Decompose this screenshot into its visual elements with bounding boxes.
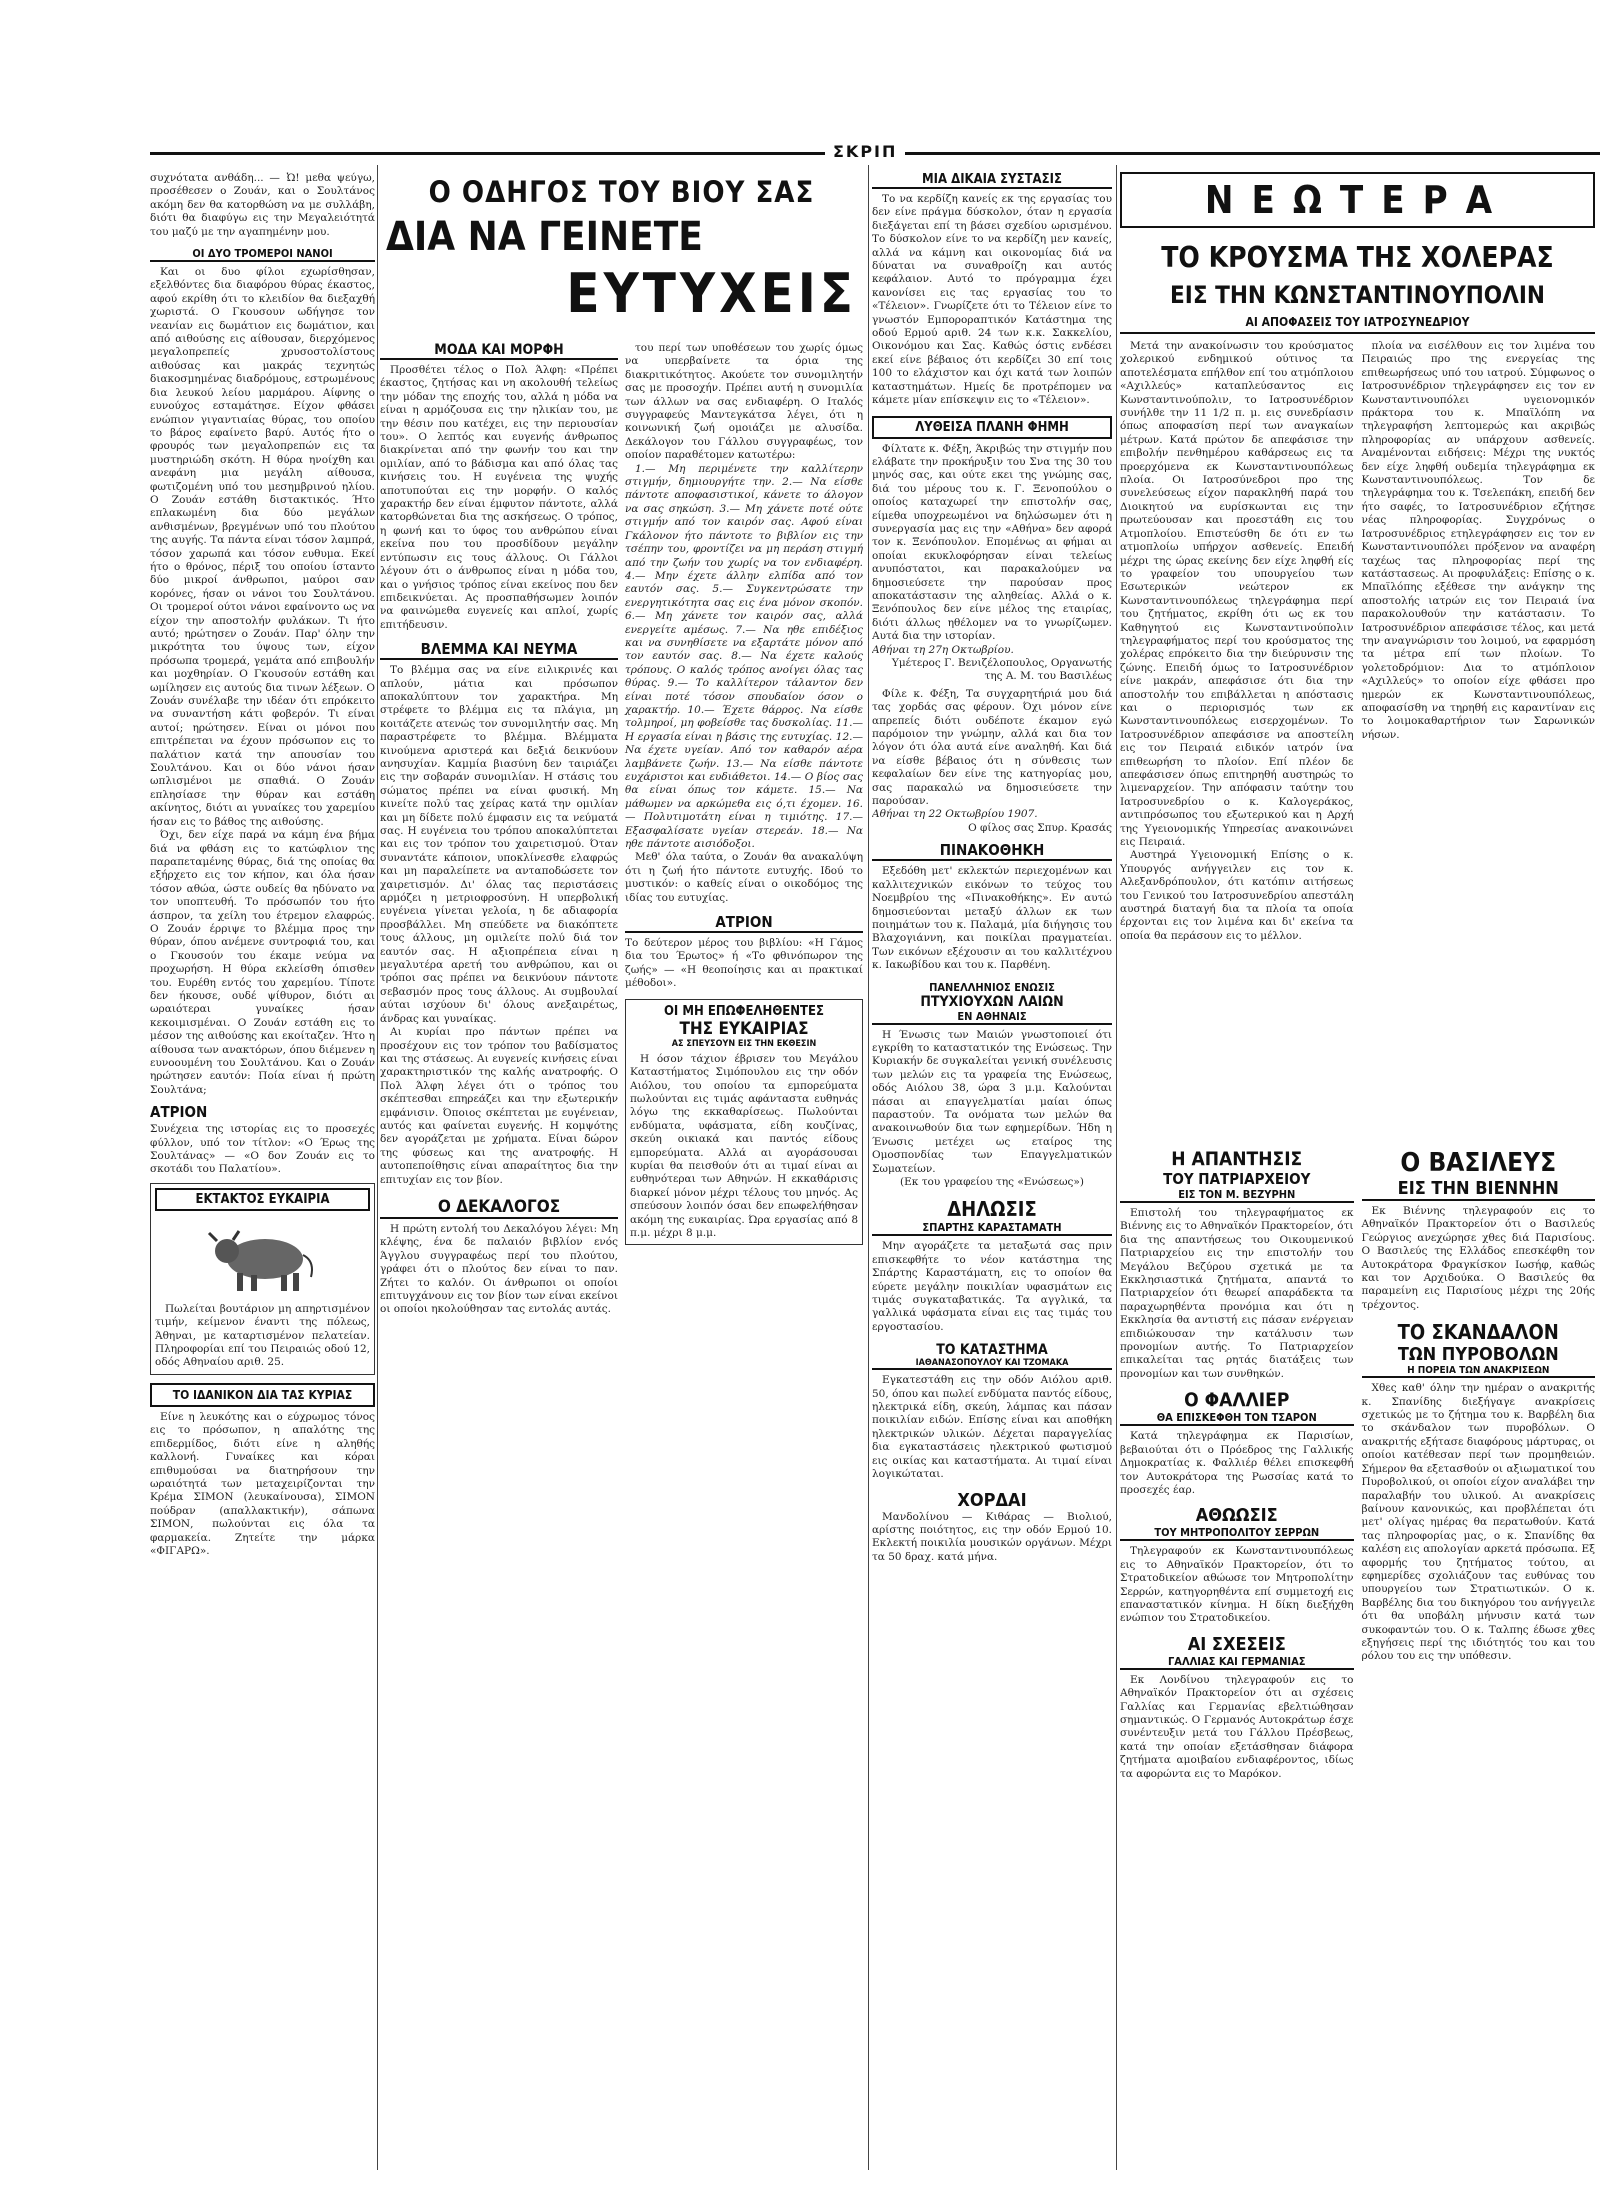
column-3 xyxy=(872,172,1112,2172)
atrion-heading-2: ΑΤΡΙΟΝ xyxy=(625,913,863,933)
serial-intro-text: συχνότατα ανθάδη... — Ὦ! μεθα ψεύγω, προσέθεσεν ο Ζουάν, και ο Σουλτάνος ακόμη δεν θα κατορθώση να με συλλάβη, διότι θα διαφύγω εις την Μεγαλειότητά του μαζύ με την αγαπημένην μου. xyxy=(150,172,375,238)
strings-text: Μανδολίνου — Κιθάρας — Βιολιού, αρίστης ποιότητος, εις την οδόν Ερμού 10. Εκλεκτή ποικιλία μουσικών οργάνων. Μέχρι τα 50 δραχ. κατά μήνα. xyxy=(872,1510,1112,1563)
king-title-1: Ο ΒΑΣΙΛΕΥΣ xyxy=(1400,1148,1557,1178)
guide-closing-text: Μεθ' όλα ταύτα, ο Ζουάν θα ανακαλύψη ότι η ζωή ήτο πάντοτε ευτυχής. Ιδού το μυστικόν: ο καθείς είναι ο οικοδόμος της ιδίας του ευτυχίας. xyxy=(625,851,863,904)
letter-signature: Υμέτερος Γ. Βενιζέλοπουλος, Οργανωτής της Α. Μ. του Βασιλέως xyxy=(891,657,1112,683)
cholera-left-column xyxy=(1120,340,1354,1140)
news-lower-right xyxy=(1362,1148,1596,1781)
cholera-subtitle: ΑΙ ΑΠΟΦΑΣΕΙΣ ΤΟΥ ΙΑΤΡΟΣΥΝΕΔΡΙΟΥ xyxy=(1120,312,1595,334)
opportunity-subtitle: ΑΣ ΣΠΕΥΣΟΥΝ ΕΙΣ ΤΗΝ ΕΚΘΕΣΙΝ xyxy=(671,1038,817,1049)
guide-body xyxy=(380,342,863,2172)
atrion-text: Συνέχεια της ιστορίας εις το προσεχές φύλλον, υπό τον τίτλον: «Ο Έρως της Σουλτάνας» — «Ο δον Ζουάν εις το σκοτάδι του Παλατίου». xyxy=(150,1123,375,1176)
relations-title-2: ΓΑΛΛΙΑΣ ΚΑΙ ΓΕΡΜΑΝΙΑΣ xyxy=(1120,1655,1354,1670)
perfume-text: Είνε η λευκότης και ο εύχρωμος τόνος εις το πρόσωπον, η απαλότης της επιδερμίδος, διότι είνε η αληθής καλλονή. Γυναίκες και κόραι επιθυμούσαι να διατηρήσουν την ωραιότητά των μεταχειρίζονται την Κρέμα ΣΙΜΟΝ (λευκαίνουσα), ΣΙΜΟΝ πούδραν (απαλλακτικήν), σάπωνα ΣΙΜΟΝ, πωλούνται εις όλα τα φαρμακεία. Ζητείτε την μάρκα «ΦΙΓΑΡΩ». xyxy=(150,1410,375,1557)
patriarchate-text: Επιστολή του τηλεγραφήματος εκ Βιέννης εις το Αθηναϊκόν Πρακτορείον, ότι δια της απαντήσεως του Οικουμενικού Πατριαρχείου εις την επιστολήν του Μεγάλου Βεζύρου σχετικά με τα Εκκλησιαστικά ζητήματα, απαντά το Πατριαρχείον ότι θεωρεί απαράδεκτα τα παραχωρηθέντα προνόμια και ότι η Εκκλησία θα αντιστή εις πάσαν ενέργειαν επιδιώκουσαν την κατάλυσιν των προνομίων αυτής. Το Πατριαρχείον επικαλείται τας ρητάς διατάξεις των προνομίων και των συνθηκών. xyxy=(1120,1207,1354,1380)
union-title-2: ΠΤΥΧΙΟΥΧΩΝ ΛΑΙΩΝ xyxy=(920,993,1064,1010)
scandal-subtitle: Η ΠΟΡΕΙΑ ΤΩΝ ΑΝΑΚΡΙΣΕΩΝ xyxy=(1362,1365,1596,1378)
opportunity-title-1: ΟΙ ΜΗ ΕΠΩΦΕΛΗΘΕΝΤΕΣ xyxy=(663,1003,825,1019)
shop-title-2: ΙΑΘΑΝΑΣΟΠΟΥΛΟΥ ΚΑΙ ΤΖΟΜΑΚΑ xyxy=(872,1358,1112,1370)
faller-text: Κατά τηλεγράφημα εκ Παρισίων, βεβαιούται ότι ο Πρόεδρος της Γαλλικής Δημοκρατίας κ. Φαλλιέρ θέλει επισκεφθή τον Αυτοκράτορα της Ρωσσίας κατά το προσεχές έαρ. xyxy=(1120,1430,1354,1496)
relations-text: Εκ Λονδίνου τηλεγραφούν εις το Αθηναϊκόν Πρακτορείον ότι αι σχέσεις Γαλλίας και Γερμανίας εβελτιώθησαν σημαντικώς. Ο Γερμανός Αυτοκράτωρ έσχε συνέντευξιν μετά του Γάλλου Πρέσβεως, κατά την οποίαν εξετάσθησαν διάφορα ζητήματα αμοιβαίου ενδιαφέροντος, ιδίως τα αφορώντα εις το Μαρόκον. xyxy=(1120,1673,1354,1780)
guide-title-line3: ΕΥΤΥΧΕΙΣ xyxy=(566,262,857,325)
column-2 xyxy=(380,172,863,2172)
shop-title-1: ΤΟ ΚΑΤΑΣΤΗΜΑ xyxy=(936,1342,1048,1359)
news-lower-left xyxy=(1120,1148,1354,1781)
commandments-list: 1.— Μη περιμένετε την καλλίτερην στιγμήν, δημιουργήτε την. 2.— Να είσθε πάντοτε αποφασιστικοί, κάνετε το άλογον να σας σηκώση. 3.— Μη χάνετε ποτέ ούτε στιγμήν από τον καιρόν σας. Αφού είναι Γκάλονον ήτο πάντοτε το βιβλίον εις την τσέπην του, φροντίζει να μη περάση στιγμή από την ζωήν του χωρίς να τον ενδιαφέρη. 4.— Μην έχετε άλλην ελπίδα από τον εαυτόν σας. 5.— Συγκεντρώσατε την ενεργητικότητα σας εις ένα μόνον σκοπόν. 6.— Μη χάνετε τον καιρόν σας, αλλά ενεργείτε αμέσως. 7.— Να ηθε επιδέξιος και να συνηθίσετε να εξαρτάτε μόνον από τον εαυτόν σας. 8.— Να έχετε καλούς τρόπους. Ο καλός τρόπος ανοίγει όλας τας θύρας. 9.— Το καλλίτερον τάλαντον δεν είναι ποτέ τόσον σπουδαίον όσον ο χαρακτήρ. 10.— Έχετε θάρρος. Να είσθε τολμηροί, μη φοβείσθε τας δυσκολίας. 11.— Η εργασία είναι η βάσις της ευτυχίας. 12.— Να έχετε υγείαν. Από τον καθαρόν αέρα λαμβάνετε ζωήν. 13.— Να είσθε πάντοτε ευχάριστοι και ευδιάθετοι. 14.— Ο βίος σας θα είναι όπως τον κάμετε. 15.— Να μάθωμεν να αρκώμεθα εις ό,τι έχομεν. 16.— Πολυτιμοτάτη είναι η τιμιότης. 17.— Εξασφαλίσατε υγείαν στερεάν. 18.— Να ηθε πάντοτε αισιόδοξοι. xyxy=(625,462,863,851)
latest-news-banner: ΝΕΩΤΕΡΑ xyxy=(1120,172,1595,228)
cholera-title-2: ΕΙΣ ΤΗΝ ΚΩΝΣΤΑΝΤΙΝΟΥΠΟΛΙΝ xyxy=(1170,281,1545,309)
faller-title-2: ΘΑ ΕΠΙΣΚΕΦΘΗ ΤΟΝ ΤΣΑΡΟΝ xyxy=(1120,1411,1354,1426)
dwarfs-heading: ΟΙ ΔΥΟ ΤΡΟΜΕΡΟΙ ΝΑΝΟΙ xyxy=(150,247,375,262)
cholera-right-column xyxy=(1362,340,1596,1140)
acquittal-title-1: ΑΘΩΩΣΙΣ xyxy=(1195,1505,1278,1527)
acquittal-text: Τηλεγραφούν εκ Κωνσταντινουπόλεως εις το Αθηναϊκόν Πρακτορείον, ότι το Στρατοδικείον αθώωσε τον Μητροπολίτην Σερρών, κατηγορηθέντα επί συμμετοχή εις επαναστατικόν κίνημα. Η δίκη διεξήχθη ενώπιον του Στρατοδικείου. xyxy=(1120,1545,1354,1625)
column-rule xyxy=(377,165,378,2170)
declaration-title-1: ΔΗΛΩΣΙΣ xyxy=(947,1197,1037,1222)
fashion-text: Προσθέτει τέλος ο Πολ Άλφη: «Πρέπει έκαστος, ζητήσας και νη ακολουθή τελείως την μόδαν της εποχής του, αλλά η μόδα να είναι η αρμόζουσα εις την ηλικίαν του, με την θέσιν που κατέχει, εις την περιουσίαν του». Ο λεπτός και ευγενής άνθρωπος διακρίνεται από την φωνήν του και την ομιλίαν, από το βάδισμα και από όλας τας κινήσεις του. Η ευγένεια της ψυχής αποτυπούται εις την μορφήν. Ο καλός χαρακτήρ δεν είναι έμφυτον πάντοτε, αλλά κατορθώνεται δια της ασκήσεως. Ο τρόπος, η φωνή και το ύφος του ανθρώπου είναι εκείνα που του προσδίδουν μεγάλην εντύπωσιν εις τους άλλους. Οι Γάλλοι λέγουν ότι ο άνθρωπος είναι η μόδα του, και ο γνήσιος τρόπος είναι εκείνος που δεν επιδεικνύεται. Ας προσπαθήσωμεν λοιπόν να φαινώμεθα ευγενείς και απλοί, χωρίς επιτήδευσιν. xyxy=(380,364,618,631)
union-title-1: ΠΑΝΕΛΛΗΝΙΟΣ ΕΝΩΣΙΣ xyxy=(929,980,1055,994)
cholera-left-text: Μετά την ανακοίνωσιν του κρούσματος χολερικού ενδημικού ούτινος τα αποτελέσματα επήλθον επί του ατμόπλοιου «Αχιλλεύς» καταπλεύσαντος εις Κωνσταντινούπολιν, το Ιατροσυνέδριον συνήλθε την 11 1/2 π. μ. εις συνεδρίασιν όπως αποφασίση περί των αναγκαίων μέτρων. Κατά πρώτον δε απεφάσισε την επιβολήν πενθημέρου καθάρσεως εις τα προερχόμενα εκ Κωνσταντινουπόλεως πλοία. Οι Ιατροσύνεδροι προ της συνελεύσεως είχον παρακληθή παρά του Διοικητού να ευρίσκωνται εις την πρωτεύουσαν και προεστάθη εις του Ατμοπλοίου. Επιστεύσθη δε ότι εν τω ατμοπλοίω υπήρχον ασθενείς. Επειδή μέχρι της ώρας εκείνης δεν είχε ληφθή είς το γραφείον του υπουργείου των Εσωτερικών νεώτερον εκ Κωνσταντινουπόλεως τηλεγράφημα περί του ζητήματος, εκρίθη ότι ως εκ του Καθηγητού εις Κωνσταντινούπολιν τηλεγραφήματος περί του κρούσματος της χολέρας επρόκειτο δια την διεύρυνσιν της ζώνης. Επειδή όμως το Ιατροσυνέδριον είνε μακράν, απεφάσισε ότι δια την αποστολήν του επιβάλλεται η απόστασις και ο περιορισμός των εκ Κωνσταντινουπόλεως εισερχομένων. Το Ιατροσυνέδριον απεφάσισε να αποστείλη εις τον Πειραιά ειδικόν ιατρόν ίνα επιθεωρήση το πλοίον. Επί πλέον δε απεφάσισεν όπως επιτηρηθή αυστηρώς το λιμεναρχείον. Την απόφασιν ταύτην του Ιατροσυνεδρίου ο κ. Καλογεράκος, αντιπρόσωπος του εξωτερικού και η Αρχή της Υγειονομικής Υπηρεσίας ανακοινώνει εις Πειραιά. xyxy=(1120,340,1354,849)
scandal-title-2: ΤΩΝ ΠΥΡΟΒΟΛΩΝ xyxy=(1397,1344,1559,1366)
decalogue-text: Η πρώτη εντολή του Δεκαλόγου λέγει: Μη κλέψης, ένα δε παλαιόν βιβλίον ενός Άγγλου συγγραφέως περί του πλούτου, γράφει ότι ο πλούτος δεν είναι το παν. Ζήτει το καλόν. Οι άνθρωποι οι οποίοι επιτυγχάνουν εις τον βίον των είναι εκείνοι οι οποίοι ηκολούθησαν τας εντολάς αυτάς. xyxy=(380,1222,618,1316)
sale-heading: ΕΚΤΑΚΤΟΣ ΕΥΚΑΙΡΙΑ xyxy=(155,1188,370,1211)
cholera-left-text-2: Αυστηρά Υγειονομική Επίσης ο κ. Υπουργός ανήγγειλεν εις τον κ. Αλεξανδρόπουλον, ότι κατόπιν αιτήσεως του Γενικού του Ιατροσυνεδρίου απεστάλη αυστηρά διαταγή δια τα πλοία τα οποία έρχονται εις τον λιμένα και δι' εκείνα τα οποία θα περάσουν εις το μέλλον. xyxy=(1120,849,1354,942)
acquittal-title-2: ΤΟΥ ΜΗΤΡΟΠΟΛΙΤΟΥ ΣΕΡΡΩΝ xyxy=(1120,1526,1354,1541)
scandal-text: Χθες καθ' όλην την ημέραν ο ανακριτής κ. Σπανίδης διεξήγαγε ανακρίσεις σχετικώς με το ζήτημα του κ. Βαρβέλη δια το σκάνδαλον των πυροβόλων. Ο ανακριτής εξήτασε διαφόρους μάρτυρας, οι οποίοι κατέθεσαν περί των προμηθειών. Σήμερον θα εξετασθούν οι αξιωματικοί του Πυροβολικού, οι οποίοι είχον αναλάβει την παραλαβήν του υλικού. Αι ανακρίσεις βαίνουν κανονικώς, και προβλέπεται ότι μετ' ολίγας ημέρας θα περατωθούν. Κατά τας πληροφορίας μας, ο κ. Σπανίδης θα καλέση εις απολογίαν αρκετά πρόσωπα. Εξ αφορμής του ζητήματος τούτου, αι εφημερίδες σχολιάζουν τας ευθύνας του υπουργείου των Στρατιωτικών. Ο κ. Βαρβέλης δια του δικηγόρου του ανήγγειλε ότι θα υποβάλη μήνυσιν κατά των συκοφαντών του. Ο κ. Ταλπης έδωσε χθες εξηγήσεις περί της ιδιότητός του και του ρόλου του εις την υπόθεσιν. xyxy=(1361,1382,1595,1663)
king-text: Εκ Βιέννης τηλεγραφούν εις το Αθηναϊκόν Πρακτορείον ότι ο Βασιλεύς Γεώργιος ανεχώρησε χθες διά Παρισίους. Ο Βασιλεύς της Ελλάδος επεσκέφθη τον Αυτοκράτορα Φραγκίσκον Ιωσήφ, καθώς και τον Αρχιδούκα. Ο Βασιλεύς θα παραμείνη εις Παρισίους μέχρι της 20ής τρέχοντος. xyxy=(1361,1205,1595,1311)
guide-headline xyxy=(380,172,863,342)
guide-right-text: του περί των υποθέσεων του χωρίς όμως να υπερβαίνετε τα όρια της διακριτικότητος. Ακούετε τον συνομιλητήν σας με προσοχήν. Πρέπει αυτή η συνομιλία των άλλων να σας ενδιαφέρη. Ο Ιταλός συγγραφεύς Μαντεγκάτσα λέγει, ότι η κοινωνική ζωή ομοιάζει με αλυσίδα. Δεκάλογον του Γάλλου συγγραφέως, τον οποίον παραθέτομεν κατωτέρω: xyxy=(625,342,863,462)
dwarfs-text: Και οι δυο φίλοι εχωρίσθησαν, εξελθόντες δια διαφόρου θύρας έκαστος, αφού εκρίθη ότι το κλειδίον θα διεξαχθή χωριστά. Ο Γκουσουν ωδήγησε τον νεανίαν εις δωμάτιον εις δωμάτιον, και από αιθούσης εις αίθουσαν, διερχόμενος μεγαλοπρεπείς χρυσοστολίστους αιθούσας και μακράς τεχνητώς διακοσμημένας διαδρόμους, εστρωμένους δια λευκού λείου μαρμάρου. Αίφνης ο ευνούχος εσταμάτησε. Είχον φθάσει ενώπιον γιγαντιαίας θύρας, του οποίου το βάρος εφαίνετο βαρύ. Αυτός ήτο ο φρουρός των μεγαλοπρεπών εις τα μυστηριώδη σκότη. Η θύρα ηνοίχθη και ανεφάνη μια μεγάλη αίθουσα, φωτιζομένη υπό του μεσημβρινού ηλίου. Ο Ζουάν εστάθη διστακτικός. Ήτο επλακωμένη δια δύο μεγάλων ανθισμένων, βρεγμένων υπό του πλούτου της αυγής. Τα πάντα είναι τόσον λαμπρά, τόσον χαρωπά και τόσον ευθυμα. Εκεί ήτο ο θρόνος, πέριξ του οποίου ίσταντο δύο μικροί άνθρωποι, μαύροι σαν κορόνες, ήσαν οι νάνοι του Σουλτάνου. Οι τρομεροί ούτοι νάνοι εφαίνοντο ως να είχον την αποστολήν φυλάκων. Τι ήτο αυτό; ηρώτησεν ο Ζουάν. Παρ' όλην την μικρότητα του ύψους των, είχον πρόσωπα τρομερά, γεμάτα από επιβουλήν και μοχθηρίαν. Ο Γκουσούν εστάθη και ωμίλησεν εις αυτούς δια τινων λέξεων. Ο Ζουάν συνέλαβε την ιδέαν ότι επρόκειτο να συναντήση κάτι φοβερόν. Τι είναι αυτοί; ηρώτησεν. Είναι οι μόνοι που επιτρέπεται να έχουν πρόσωπον εις το παλάτιον κατά την απουσίαν του Σουλτάνου. Και οι δύο νάνοι ήσαν ωπλισμένοι με σπαθιά. Ο Ζουάν επλησίασε την θύραν και εστάθη ακίνητος, διότι αι γυναίκες του χαρεμίου ήσαν εις το βάθος της αιθούσης. xyxy=(150,266,375,828)
cholera-right-text: πλοία να εισέλθουν εις τον λιμένα του Πειραιώς προ της ενεργείας της επιθεωρήσεως υπό του ιατρού. Σύμφωνος ο Ιατροσυνέδριον τηλεγράφησεν εις τον εν Κωνσταντινουπόλει υγειονομικόν πράκτορα του κ. Μπαϊλόπη να τηλεγραφήση λεπτομερώς και ακριβώς πληροφορίας αν υπάρχουν ασθενείς. Αναμένονται ειδήσεις: Μέχρι της νυκτός δεν είχε ληφθή ουδεμία τηλεγράφημα εκ Κωνσταντινουπόλεως. Τον δε τηλεγράφημα του κ. Τσελεπάκη, επειδή δεν ήτο σαφές, το Ιατροσυνέδριον εζήτησε νέας πληροφορίας. Συγχρόνως ο Ιατροσυνέδριος ετηλεγράφησεν εις τον εν Κωνσταντινουπόλει πρόξενον να αναφέρη ταχέως τας πληροφορίας περί της κατάστασεως. Αι προφυλάξεις: Επίσης ο κ. Μπαϊλόπης εξέθεσε την ανάγκην της αποστολής ιατρών εις τον Πειραιά ίνα παρακολουθούν την κατάστασιν. Το Ιατροσυνέδριον απεφάσισε τέλος, και μετά την αναγνώρισιν του λοιμού, να εφαρμόση τα μέτρα επί των πλοίων. Το γολετοδρόμιον: Δια το ατμόπλοιον «Αχιλλεύς» το οποίον είχε φθάσει προ ημερών εκ Κωνσταντινουπόλεως, αποφασίσθη να τηρηθή εις καραντίναν εις το λοιμοκαθαρτήριον των Σαρωνικών νήσων. xyxy=(1361,340,1595,741)
letter-date: Αθήναι τη 27η Οκτωβρίου. xyxy=(872,643,1014,656)
gallery-text: Εξεδόθη μετ' εκλεκτών περιεχομένων και καλλιτεχνικών εικόνων το τεύχος του Νοεμβρίου της «Πινακοθήκης». Εν αυτώ δημοσιεύονται μεταξύ άλλων εκ των ποιημάτων του κ. Παλαμά, μία διήγησις του Βλαχογιάννη, και ποικίλαι πραγματείαι. Των εικόνων εξέχουσιν αι του καλλιτέχνου κ. Ιακωβίδου και του κ. Παρθένη. xyxy=(872,865,1112,972)
agree-text: Το να κερδίζη κανείς εκ της εργασίας του δεν είνε πράγμα δύσκολον, όταν η εργασία διεξάγεται επί τη βάσει σχεδίου ωρισμένου. Το δύσκολον είνε το να κερδίζη μεν κανείς, αλλά να κάμνη και οικονομίας διά να δύναται να συναθροίζη και αυτός κεφάλαιον. Αυτό το πρόγραμμα έχει κανονίσει εις τας εργασίας του το «Τέλειον». Γνωρίζετε ότι το Τέλειον είνε το γνωστόν Εμποροραπτικόν Κατάστημα της οδού Ερμού αριθ. 24 των κ.κ. Σακκελίου, Οικονόμου και Σας. Καθώς όστις ενδέσει εκεί είνε βέβαιος ότι κερδίζει 30 επί τοις 100 το ελάχιστον και όχι κατά των λοιπών καταστημάτων. Ημείς δε προτρέπομεν να κάμετε μίαν επίσκεψιν εις το «Τέλειον». xyxy=(872,193,1112,407)
gallery-heading: ΠΙΝΑΚΟΘΗΚΗ xyxy=(872,841,1112,861)
declaration-text: Μην αγοράζετε τα μεταξωτά σας πριν επισκεφθήτε το νέον κατάστημα της Σπάρτης Καραστάματη, εις το οποίον θα εύρετε μεγάλην ποικιλίαν υφασμάτων εις τιμάς συγκαταβατικάς. Τα αγγλικά, τα γαλλικά υφάσματα είναι εις τας τιμάς του εργοστασίου. xyxy=(872,1240,1112,1333)
shop-text: Εγκατεστάθη εις την οδόν Αιόλου αριθ. 50, όπου και πωλεί ενδύματα παντός είδους, ηλεκτρικά είδη, σκεύη, λάμπας και πάσαν ποικιλίαν ειδών. Επίσης είναι και αποθήκη ηλεκτρικών υλικών. Δέχεται παραγγελίας δια εγκαταστάσεις ηλεκτρικού φωτισμού εις οικίας και καταστήματα. Αι τιμαί είναι λογικώταται. xyxy=(872,1374,1112,1481)
opportunity-text: Η όσον τάχιον έβρισεν του Μεγάλου Καταστήματος Σιμόπουλου εις την οδόν Αιόλου, του οποίου τα εμπορεύματα πωλούνται εις τιμάς αφάνταστα ευθηνάς λόγω της εκκαθαρίσεως. Πωλούνται ενδύματα, υφάσματα, είδη κουζίνας, σκεύη οικιακά και παντός είδους εμπορεύματα. Αλλά αι αγοράσουσαι κυρίαι θα πεισθούν ότι αι τιμαί είναι αι ευθηνότεραι των Αθηνών. Η εκκαθάρισις διαρκεί μόνον μέχρι τέλους του μηνός. Ας σπεύσουν λοιπόν όσαι δεν επωφελήθησαν ακόμη της ευκαιρίας. Ώρα εργασίας από 8 π.μ. μέχρι 8 μ.μ. xyxy=(630,1052,858,1239)
news-lower xyxy=(1120,1148,1595,1781)
letter2-text: Φίλε κ. Φέξη, Τα συγχαρητήριά μου διά τας χορδάς σας φέρουν. Όχι μόνον είνε απρεπείς διότι ουδέποτε έκαμον εγώ παρόμοιον την γνώμην, αλλά και δια τον λόγον ότι όλα αυτά είνε αναληθή. Και διά να είσθε βέβαιος ότι η σύνθεσις των κεφαλαίων δεν είνε της κατηγορίας μου, σας παρακαλώ να δημοσιεύσετε την παρούσαν. xyxy=(872,687,1112,808)
union-text: Η Ένωσις των Μαιών γνωστοποιεί ότι εγκρίθη το καταστατικόν της Ενώσεως. Την Κυριακήν δε συγκαλείται γενική συνέλευσις των μελών εις τα γραφεία της Ενώσεως, οδός Αιόλου 38, ώρα 3 μ.μ. Καλούνται πάσαι αι επαγγελματίαι μαίαι όπως παραστούν. Τα ονόματα των μελών θα ανακοινωθούν δια των εφημερίδων. Ήδη η Ένωσις μετέχει ως εταίρος της Ομοσπονδίας των Επαγγελματικών Σωματείων. xyxy=(872,1028,1112,1175)
atrion-text-2: Το δεύτερον μέρος του βιβλίου: «Η Γάμος δια του Έρωτος» ή «Το φθινόπωρον της ζωής» — «Η θεοποίησις και αι πρακτικαί μέθοδοι». xyxy=(625,937,863,990)
column-4 xyxy=(1120,172,1595,2172)
strings-heading: ΧΟΡΔΑΙ xyxy=(957,1489,1027,1511)
letter2-signature: Ο φίλος σας Σπυρ. Κρασάς xyxy=(968,821,1112,834)
glance-heading: ΒΛΕΜΜΑ ΚΑΙ ΝΕΥΜΑ xyxy=(380,640,618,660)
column-rule xyxy=(868,165,869,2170)
guide-left-column xyxy=(380,342,618,1317)
masthead xyxy=(150,142,1600,162)
letter-text: Φίλτατε κ. Φέξη, Άκριβώς την στιγμήν που ελάβατε την προκήρυξιν του Σνα της 30 του μηνός σας, και ούτε εκει της γνώμης σας, διά του μέρους του κ. Γ. Ξενοπούλου ο οποίος καταχωρεί την επιστολήν σας, είμεθα υποχρεωμένοι να δηλώσωμεν ότι η συνεργασία μας εις την «Αθήνα» δεν αφορά τον κ. Ξενόπουλον. Επομένως αι φήμαι αι οποίαι εκυκλοφόρησαν είναι τελείως ανυπόστατοι, και παρακαλούμεν να δημοσιεύσετε την παρούσαν προς αποκατάστασιν της αληθείας. Αλλά ο κ. Ξενόπουλος δεν είνε μέλος της εταιρίας, διότι άλλως ηθέλομεν να το γνωρίζωμεν. Αυτά δια την ιστορίαν. xyxy=(872,442,1112,643)
cholera-body xyxy=(1120,340,1595,1140)
guide-right-column xyxy=(625,342,863,1245)
sale-text: Πωλείται βουτάριον μη απηρτισμένον τιμήν, κείμενον έναντι της πόλεως, Άθηναι, με καταρτισμένον πελατείαν. Πληροφορίαι επί του Πειραιώς οδού 12, οδός Αθηναίου αριθ. 25. xyxy=(155,1302,370,1369)
king-title-2: ΕΙΣ ΤΗΝ ΒΙΕΝΝΗΝ xyxy=(1362,1178,1596,1201)
column-1 xyxy=(150,172,375,2172)
relations-title-1: ΑΙ ΣΧΕΣΕΙΣ xyxy=(1187,1633,1286,1655)
declaration-title-2: ΣΠΑΡΤΗΣ ΚΑΡΑΣΤΑΜΑΤΗ xyxy=(872,1221,1112,1236)
opportunity-title-2: ΤΗΣ ΕΥΚΑΙΡΙΑΣ xyxy=(679,1018,809,1039)
agree-heading: ΜΙΑ ΔΙΚΑΙΑ ΣΥΣΤΑΣΙΣ xyxy=(872,172,1112,189)
column-rule xyxy=(1116,165,1117,2170)
dwarfs-more-text: Όχι, δεν είχε παρά να κάμη ένα βήμα διά να φθάση εις το κατώφλιον της παραπεταμένης θύρας, διά της οποίας θα εξήρχετο εις τον κήπον, και όλα ήσαν τόσον αθώα, ώστε ουδείς θα ηδύνατο να τον υποπτευθή. Το πρόσωπόν του ήτο άσπρον, τα χείλη του έτρεμον ελαφρώς. Ο Ζουάν έρριψε το βλέμμα προς την θύραν, όπου ανέμενε συντροφιά του, και ο Γκουσούν του έκαμε νεύμα να προχωρήση. Η θύρα εκλείσθη όπισθεν του. Ευρέθη εντός του χαρεμίου. Τίποτε δεν ήκουσε, ουδέ ψίθυρον, διότι αι ωραιότεραι γυναίκες ήσαν κεκοιμισμέναι. Ο Ζουάν εστάθη εις το μέσον της αιθούσης και εκοίταζεν. Ήτο η αίθουσα των ανακτόρων, όπου διέμενεν η ευνοουμένη του Σουλτάνου. Και ο Ζουάν ηρώτησεν εαυτόν: Ποία είναι ή πρώτη Σουλτάνα; xyxy=(150,829,375,1096)
union-title-3: ΕΝ ΑΘΗΝΑΙΣ xyxy=(872,1010,1112,1025)
patriarchate-title-2: ΤΟΥ ΠΑΤΡΙΑΡΧΕΙΟΥ xyxy=(1163,1170,1311,1188)
patriarchate-title-1: Η ΑΠΑΝΤΗΣΙΣ xyxy=(1171,1148,1303,1170)
guide-title-line2: ΔΙΑ ΝΑ ΓΕΙΝΕΤΕ xyxy=(386,214,703,260)
faller-title-1: Ο ΦΑΛΛΙΕΡ xyxy=(1184,1389,1290,1412)
guide-title-line1: Ο ΟΔΗΓΟΣ ΤΟΥ ΒΙΟΥ ΣΑΣ xyxy=(428,175,815,209)
cholera-title-1: ΤΟ ΚΡΟΥΣΜΑ ΤΗΣ ΧΟΛΕΡΑΣ xyxy=(1161,241,1554,274)
ox-illustration xyxy=(203,1217,323,1297)
union-source: (Εκ του γραφείου της «Ενώσεως») xyxy=(900,1176,1084,1188)
glance-text: Το βλέμμα σας να είνε ειλικρινές και απλούν, μάτια και πρόσωπον αποκαλύπτουν τον χαρακτήρα. Μη στρέφετε το βλέμμα εις τα πλάγια, μη κοιτάζετε ατενώς τον συνομιλητήν σας. Μη παραστρέφετε το βλέμμα. Βλέμματα κινούμενα αριστερά και δεξιά δεικνύουν ανησυχίαν. Καμμία βιασύνη δεν ταιριάζει εις την σοβαράν συνομιλίαν. Η στάσις του σώματος πρέπει να είναι φυσική. Μη κινείτε πολύ τας χείρας κατά την ομιλίαν και μη δίδετε πολύ έμφασιν εις τα νεύματά σας. Η ευγένεια του τρόπου αποκαλύπτεται και εις τον τρόπον του χαιρετισμού. Όταν συναντάτε κάποιον, υποκλίνεσθε ελαφρώς και μη παραλείπετε να ανταποδώσετε τον χαιρετισμόν. Δι' όλας τας περιστάσεις αρμόζει η μετριοφροσύνη. Η υπερβολική ευγένεια γίνεται γελοία, η δε αδιαφορία προσβάλλει. Μη σπεύδετε να διακόπτετε τους άλλους, μη ομιλείτε πολύ διά τον εαυτόν σας. Η αξιοπρέπεια είναι η μεγαλυτέρα αρετή του ανθρώπου, και οι τρόποι σας πρέπει να δεικνύουν πάντοτε σεβασμόν προς τους άλλους. Αι συμβουλαί αύται ισχύουν δι' όλους ανεξαιρέτως, άνδρας και γυναίκας. xyxy=(380,664,618,1025)
patriarchate-subtitle: ΕΙΣ ΤΟΝ Μ. ΒΕΖΥΡΗΝ xyxy=(1120,1188,1354,1203)
decalogue-heading: Ο ΔΕΚΑΛΟΓΟΣ xyxy=(380,1197,618,1219)
sale-ad xyxy=(150,1183,375,1375)
perfume-heading: ΤΟ ΙΔΑΝΙΚΟΝ ΔΙΑ ΤΑΣ ΚΥΡΙΑΣ xyxy=(150,1383,375,1407)
letter-heading: ΛΥΘΕΙΣΑ ΠΛΑΝΗ ΦΗΜΗ xyxy=(872,416,1112,439)
masthead-name: ΣΚΡΙΠ xyxy=(825,142,905,161)
fashion-heading: ΜΟΔΑ ΚΑΙ ΜΟΡΦΗ xyxy=(380,342,618,360)
opportunity-ad xyxy=(625,999,863,1246)
glance-text-2: Αι κυρίαι προ πάντων πρέπει να προσέχουν εις τον τρόπον του βαδίσματος και της στάσεως. Αι ευγενείς κινήσεις είναι χαρακτηριστικόν της καλής ανατροφής. Ο Πολ Άλφη λέγει ότι ο τρόπος του σκέπτεσθαι επηρεάζει και την εξωτερικήν εμφάνισιν. Όποιος σκέπτεται με ευγένειαν, αυτός και φαίνεται ευγενής. Η κομψότης δεν αγοράζεται με χρήματα. Είναι δώρον της φύσεως και της ανατροφής. Η αυτοπεποίθησις είναι απαραίτητος δια την επιτυχίαν εις τον βίον. xyxy=(380,1026,618,1186)
scandal-title-1: ΤΟ ΣΚΑΝΔΑΛΟΝ xyxy=(1397,1320,1559,1345)
letter2-date: Αθήναι τη 22 Οκτωβρίου 1907. xyxy=(872,808,1038,821)
atrion-heading: ΑΤΡΙΟΝ xyxy=(150,1103,208,1122)
